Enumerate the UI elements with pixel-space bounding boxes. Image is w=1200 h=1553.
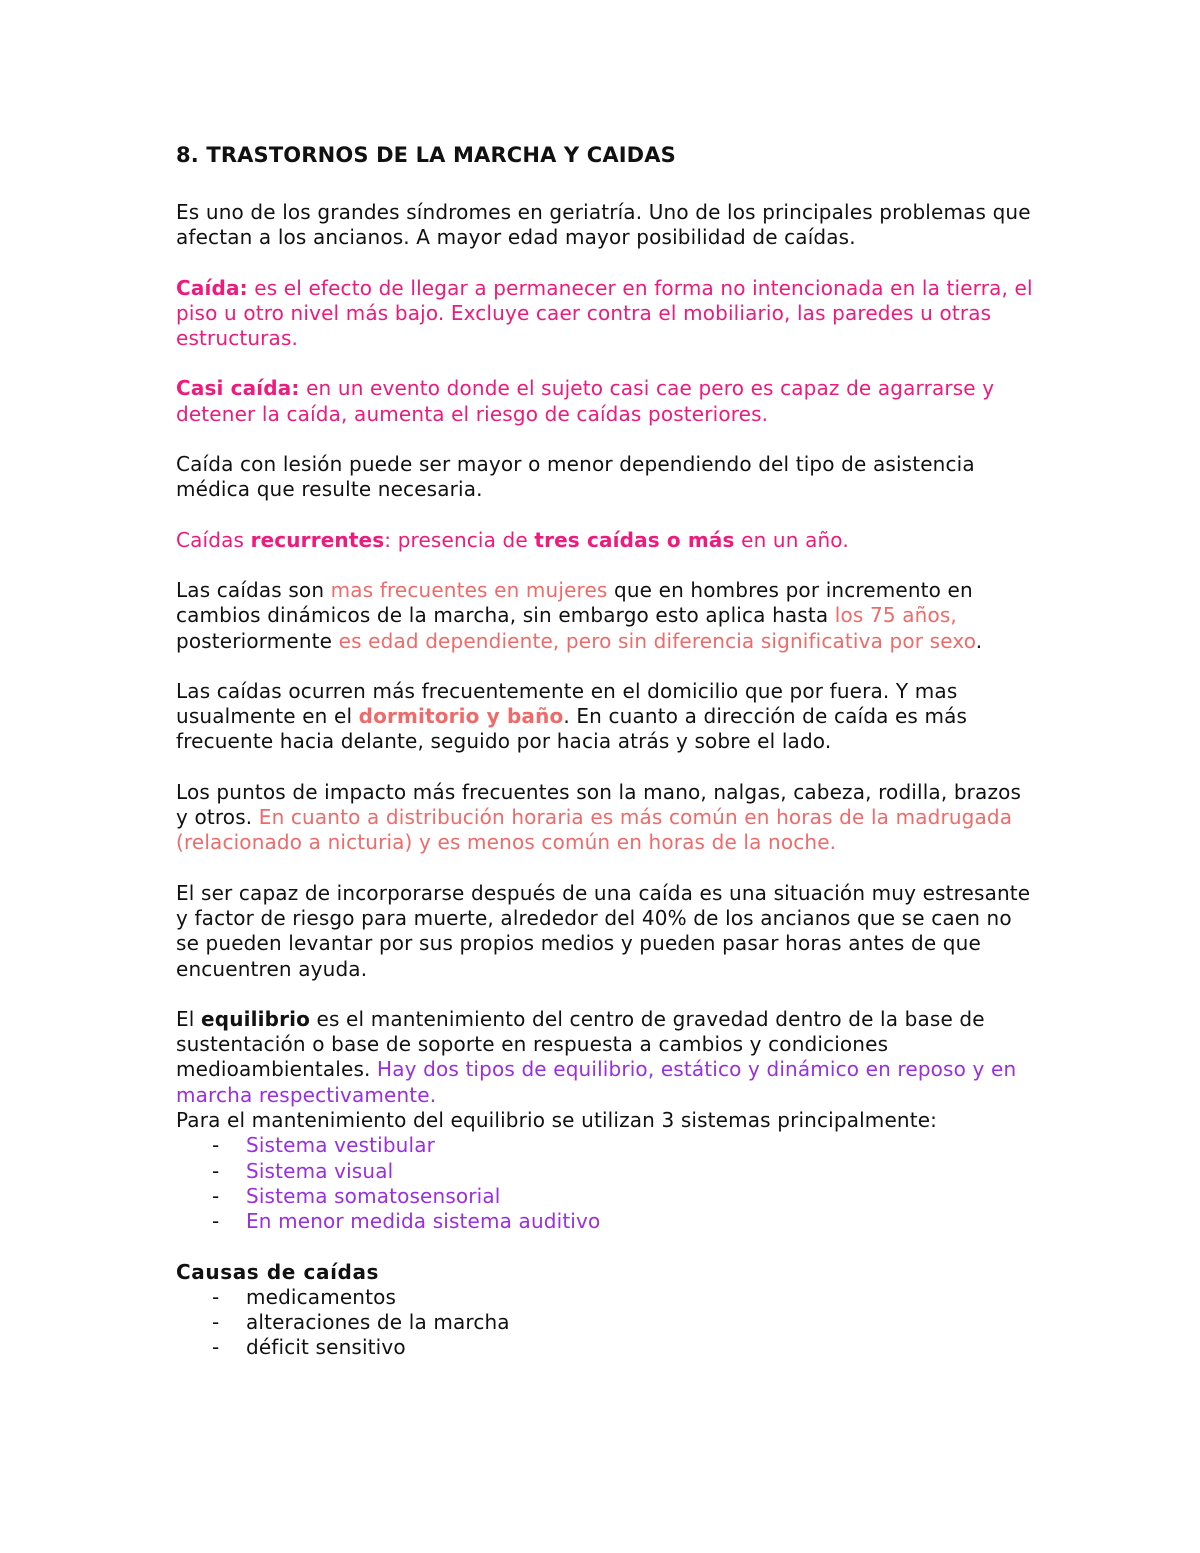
sistemas-list	[176, 1133, 1036, 1234]
document-content	[176, 140, 1036, 1386]
list-item	[176, 1335, 1036, 1360]
frecuencia-edad: los 75 años,	[834, 603, 957, 628]
causas-list	[176, 1285, 1036, 1361]
lugar-paragraph	[176, 679, 1036, 755]
incorporarse-paragraph: El ser capaz de incorporarse después de una caída es una situación muy estresante y factor de riesgo para muerte, alrededor del 40% de los ancianos que se caen no se pueden levantar por sus propios medios y pueden pasar horas antes de que encuentren ayuda.	[176, 880, 1031, 981]
impacto-paragraph	[176, 780, 1036, 856]
frecuencia-end: .	[975, 628, 983, 653]
equilibrio-paragraph	[176, 1007, 1036, 1108]
causas-heading: Causas de caídas	[176, 1259, 380, 1284]
impacto-horaria: En cuanto a distribución horaria es más común en horas de la madrugada (relacionado a nicturia) y es menos común en horas de la noche.	[176, 805, 1013, 855]
caida-text: es el efecto de llegar a permanecer en forma no intencionada en la tierra, el piso u otro nivel más bajo. Excluye caer contra el mobiliario, las paredes u otras estructuras.	[176, 275, 1033, 351]
casi-caida-text: en un evento donde el sujeto casi cae pero es capaz de agarrarse y detener la caída, aumenta el riesgo de caídas posteriores.	[176, 376, 995, 426]
frecuencia-c: que en hombres por incremento en cambios dinámicos de la marcha, sin embargo esto aplica hasta	[176, 577, 973, 628]
sistema-somatosensorial: Sistema somatosensorial	[246, 1183, 501, 1208]
recurrentes-mid: : presencia de	[384, 527, 535, 552]
sistema-visual: Sistema visual	[246, 1158, 394, 1183]
list-item	[176, 1310, 1036, 1335]
sistemas-intro: Para el mantenimiento del equilibrio se utilizan 3 sistemas principalmente:	[176, 1108, 938, 1133]
list-item	[176, 1285, 1036, 1310]
equilibrio-term: equilibrio	[201, 1006, 310, 1031]
sistema-auditivo: En menor medida sistema auditivo	[246, 1209, 601, 1234]
intro-paragraph: Es uno de los grandes síndromes en geriatría. Uno de los principales problemas que afectan a los ancianos. A mayor edad mayor posibilidad de caídas.	[176, 200, 1031, 250]
frecuencia-a: Las caídas son	[176, 577, 331, 602]
causa-marcha: alteraciones de la marcha	[246, 1310, 510, 1335]
list-item	[176, 1133, 1036, 1158]
list-item	[176, 1209, 1036, 1234]
casi-caida-term: Casi caída:	[176, 376, 300, 401]
casi-caida-definition	[176, 376, 1036, 427]
lesion-paragraph: Caída con lesión puede ser mayor o menor dependiendo del tipo de asistencia médica que resulte necesaria.	[176, 452, 975, 502]
equilibrio-a: El	[176, 1006, 202, 1031]
frecuencia-sexo: es edad dependiente, pero sin diferencia significativa por sexo	[338, 628, 976, 653]
lugar-dormitorio: dormitorio y baño	[358, 704, 564, 729]
dash-bullet: -	[212, 1284, 220, 1309]
causa-medicamentos: medicamentos	[246, 1284, 397, 1309]
frecuencia-paragraph	[176, 578, 1036, 654]
dash-bullet: -	[212, 1133, 220, 1158]
frecuencia-e: posteriormente	[176, 628, 339, 653]
lugar-a: Las caídas ocurren más frecuentemente en el domicilio que por fuera. Y mas usualmente en el	[176, 678, 958, 729]
recurrentes-prefix: Caídas	[176, 527, 251, 552]
caida-term: Caída:	[176, 275, 248, 300]
recurrentes-suffix: en un año.	[734, 527, 849, 552]
recurrentes-paragraph	[176, 528, 1036, 553]
equilibrio-c: es el mantenimiento del centro de gravedad dentro de la base de sustentación o base de soporte en respuesta a cambios y condiciones medioambientales.	[176, 1006, 985, 1082]
impacto-a: Los puntos de impacto más frecuentes son la mano, nalgas, cabeza, rodilla, brazos y otros.	[176, 779, 1022, 830]
dash-bullet: -	[212, 1335, 220, 1360]
list-item	[176, 1184, 1036, 1209]
list-item	[176, 1159, 1036, 1184]
lugar-c: . En cuanto a dirección de caída es más frecuente hacia delante, seguido por hacia atrás y sobre el lado.	[176, 704, 968, 754]
equilibrio-tipos: Hay dos tipos de equilibrio, estático y dinámico en reposo y en marcha respectivamente.	[176, 1057, 1017, 1107]
causa-deficit: déficit sensitivo	[246, 1335, 406, 1360]
recurrentes-term: recurrentes	[250, 527, 385, 552]
dash-bullet: -	[212, 1310, 220, 1335]
caida-definition	[176, 276, 1036, 352]
frecuencia-mujeres: mas frecuentes en mujeres	[330, 577, 608, 602]
dash-bullet: -	[212, 1158, 220, 1183]
page-title: 8. TRASTORNOS DE LA MARCHA Y CAIDAS	[176, 143, 676, 167]
recurrentes-count: tres caídas o más	[534, 527, 735, 552]
dash-bullet: -	[212, 1209, 220, 1234]
sistema-vestibular: Sistema vestibular	[246, 1133, 435, 1158]
dash-bullet: -	[212, 1183, 220, 1208]
